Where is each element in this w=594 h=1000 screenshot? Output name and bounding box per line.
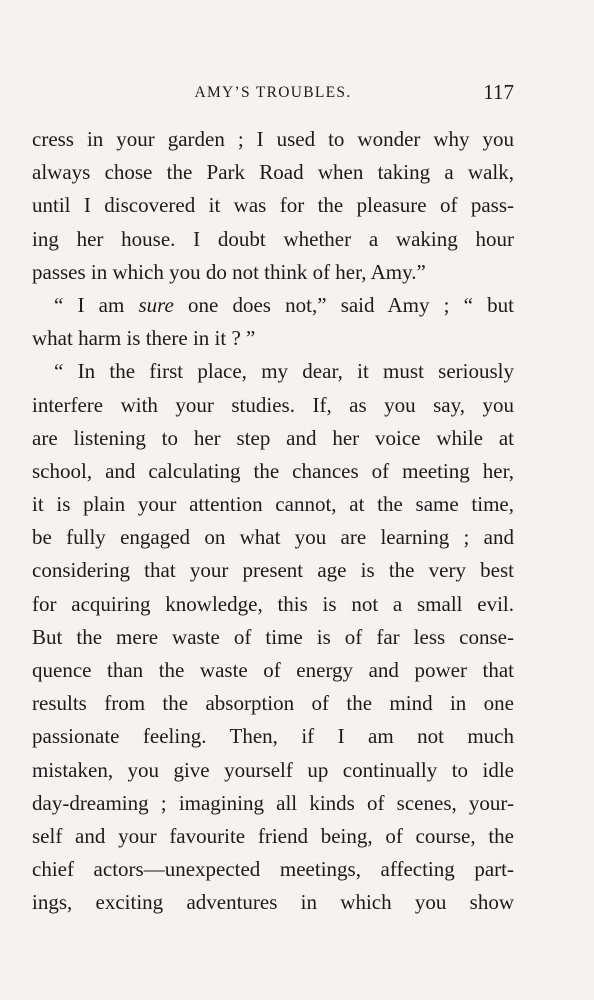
text-line: cress in your garden ; I used to wonder why you xyxy=(32,127,514,151)
running-title: AMY’S TROUBLES. xyxy=(194,84,352,101)
text-line: ings, exciting adventures in which you show xyxy=(32,890,514,915)
text-line: chief actors—unexpected meetings, affecting part- xyxy=(32,857,514,882)
running-head xyxy=(32,80,514,106)
text-line: be fully engaged on what you are learning ; and xyxy=(32,525,514,550)
text-line: interfere with your studies. If, as you say, you xyxy=(32,392,514,417)
text-line: are listening to her step and her voice while at xyxy=(32,425,514,450)
text-segment: one does not,” said Amy ; “ but xyxy=(173,292,514,317)
text-line xyxy=(32,289,514,322)
text-line: But the mere waste of time is of far less conse- xyxy=(32,624,514,649)
page-number: 117 xyxy=(483,80,514,104)
text-line: results from the absorption of the mind in one xyxy=(32,691,514,716)
text-line: what harm is there in it ? ” xyxy=(32,326,256,351)
text-line: considering that your present age is the very best xyxy=(32,558,514,583)
text-line: mistaken, you give yourself up continually to idle xyxy=(32,757,514,782)
text-line: quence than the waste of energy and power that xyxy=(32,658,514,682)
text-line: until I discovered it was for the pleasure of pass- xyxy=(32,193,514,218)
text-line: ing her house. I doubt whether a waking hour xyxy=(32,226,514,251)
emphasized-word: sure xyxy=(138,292,174,317)
text-line: for acquiring knowledge, this is not a small evil. xyxy=(32,591,514,616)
text-line: day-dreaming ; imagining all kinds of scenes, your- xyxy=(32,790,514,815)
text-segment: “ I am xyxy=(54,292,139,317)
text-line: always chose the Park Road when taking a walk, xyxy=(32,160,514,185)
text-line: it is plain your attention cannot, at the same time, xyxy=(32,492,514,517)
text-line: passes in which you do not think of her, Amy.” xyxy=(32,259,426,284)
body-text xyxy=(32,123,514,920)
text-line: self and your favourite friend being, of course, the xyxy=(32,823,514,848)
text-line: “ In the first place, my dear, it must seriously xyxy=(54,359,514,384)
text-line: passionate feeling. Then, if I am not much xyxy=(32,724,514,749)
text-line: school, and calculating the chances of meeting her, xyxy=(32,458,514,483)
